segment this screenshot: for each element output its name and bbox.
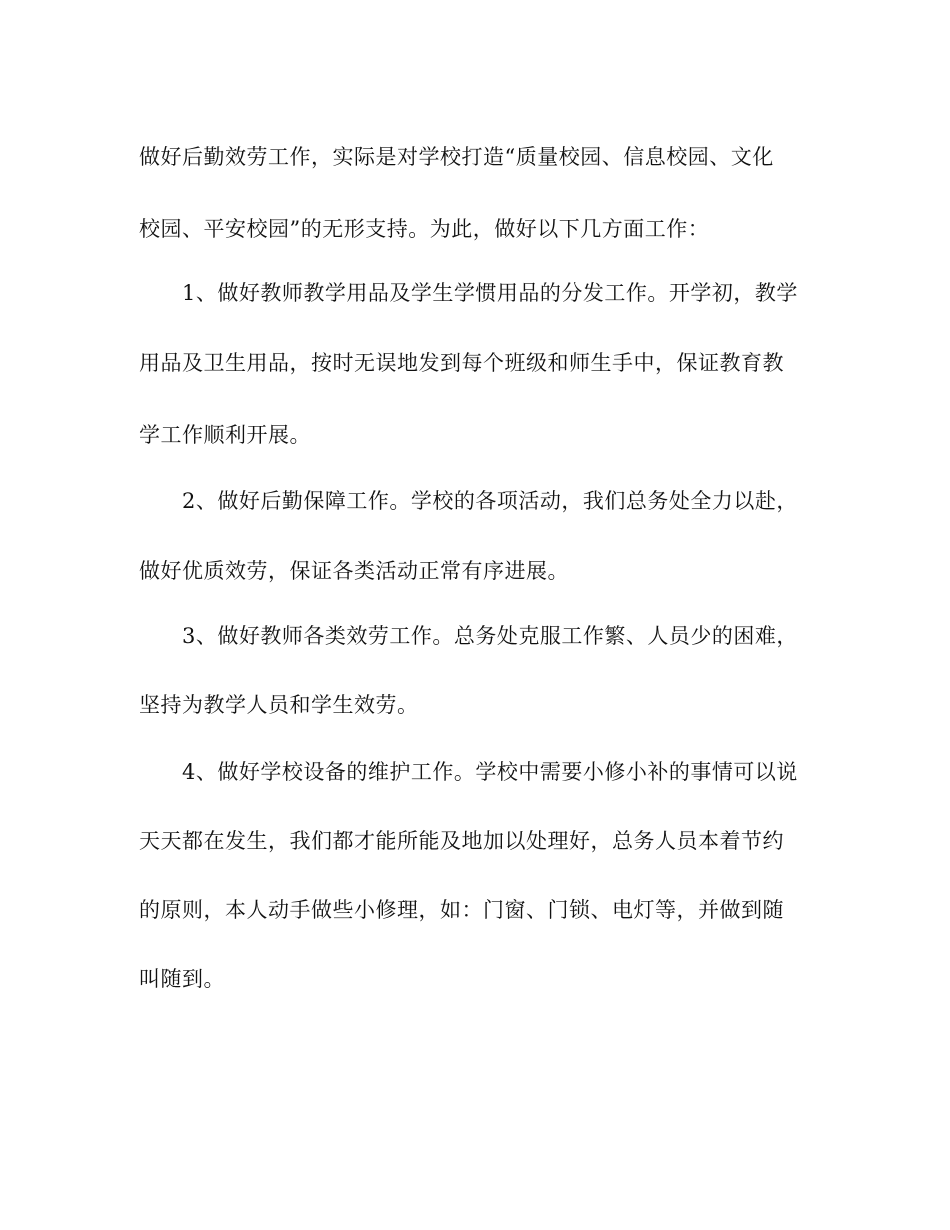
body-text-line: 的原则，本人动手做些小修理，如：门窗、门锁、电灯等，并做到随 [139, 898, 784, 922]
body-text-line: 坚持为教学人员和学生效劳。 [139, 693, 419, 717]
paragraph-3-line: 3、做好教师各类效劳工作。总务处克服工作繁、人员少的困难， [182, 624, 798, 648]
body-text-line: 天天都在发生，我们都才能所能及地加以处理好，总务人员本着节约 [139, 829, 784, 853]
paragraph-1-line: 1、做好教师教学用品及学生学惯用品的分发工作。开学初，教学 [182, 281, 798, 305]
paragraph-2-line: 2、做好后勤保障工作。学校的各项活动，我们总务处全力以赴， [182, 489, 798, 513]
body-text-line: 做好后勤效劳工作，实际是对学校打造“质量校园、信息校园、文化 [139, 145, 774, 169]
body-text-line: 叫随到。 [139, 967, 225, 991]
body-text-line: 学工作顺利开展。 [139, 423, 311, 447]
body-text-line: 用品及卫生用品，按时无误地发到每个班级和师生手中，保证教育教 [139, 351, 784, 375]
body-text-line: 校园、平安校园”的无形支持。为此，做好以下几方面工作： [139, 217, 710, 241]
paragraph-4-line: 4、做好学校设备的维护工作。学校中需要小修小补的事情可以说 [182, 760, 798, 784]
body-text-line: 做好优质效劳，保证各类活动正常有序进展。 [139, 559, 569, 583]
